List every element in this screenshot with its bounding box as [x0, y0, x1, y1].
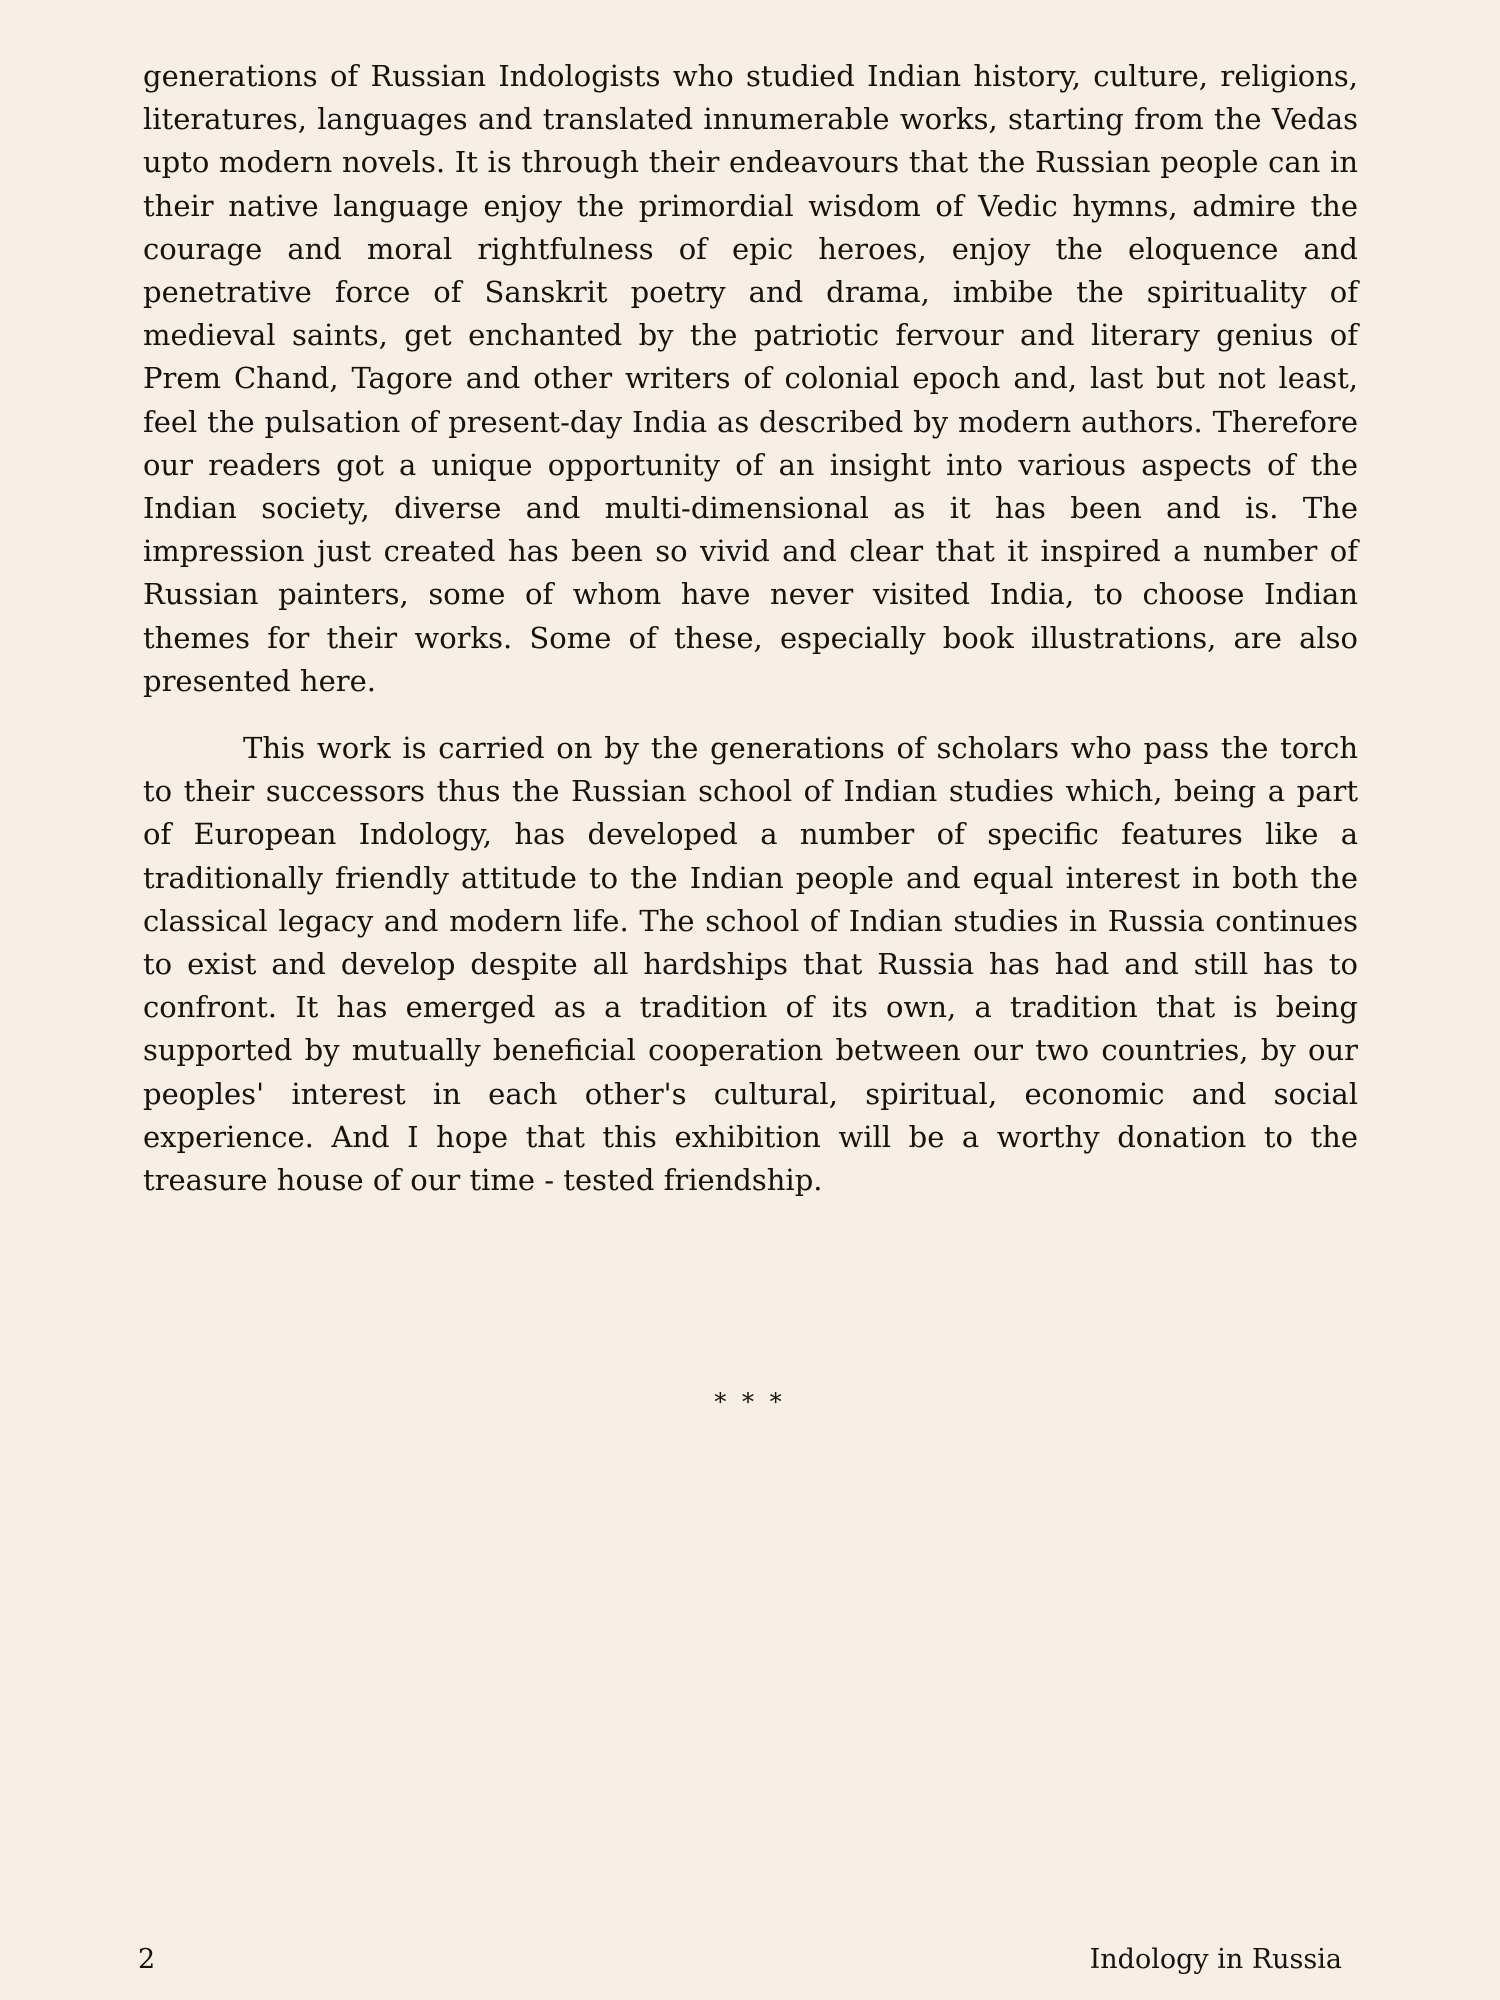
section-separator: * * * [714, 1388, 786, 1416]
paragraph-1: generations of Russian Indologists who studied Indian history, culture, religions, literatures, languages and translated innumerable works, starting from the Vedas upto modern novels. It is through their endeavours that the Russian people can in their native language enjoy the primordial wisdom of Vedic hymns, admire the courage and moral rightfulness of epic heroes, enjoy the eloquence and penetrative force of Sanskrit poetry and drama, imbibe the spirituality of medieval saints, get enchanted by the patriotic fervour and literary genius of Prem Chand, Tagore and other writers of colonial epoch and, last but not least, feel the pulsation of present-day India as described by modern authors. Therefore our readers got a unique opportunity of an insight into various aspects of the Indian society, diverse and multi-dimensional as it has been and is. The impression just created has been so vivid and clear that it inspired a number of Russian painters, some of whom have never visited India, to choose Indian themes for their works. Some of these, especially book illustrations, are also presented here. [143, 59, 1358, 698]
running-footer-title: Indology in Russia [1089, 1944, 1342, 1975]
paragraph-2: This work is carried on by the generations of scholars who pass the torch to their successors thus the Russian school of Indian studies which, being a part of European Indology, has developed a number of specific features like a traditionally friendly attitude to the Indian people and equal interest in both the classical legacy and modern life. The school of Indian studies in Russia continues to exist and develop despite all hardships that Russia has had and still has to confront. It has emerged as a tradition of its own, a tradition that is being supported by mutually beneficial cooperation between our two countries, by our peoples' interest in each other's cultural, spiritual, economic and social experience. And I hope that this exhibition will be a worthy donation to the treasure house of our time - tested friendship. [143, 731, 1358, 1198]
page-number: 2 [138, 1944, 156, 1975]
body-text [143, 55, 1358, 1202]
